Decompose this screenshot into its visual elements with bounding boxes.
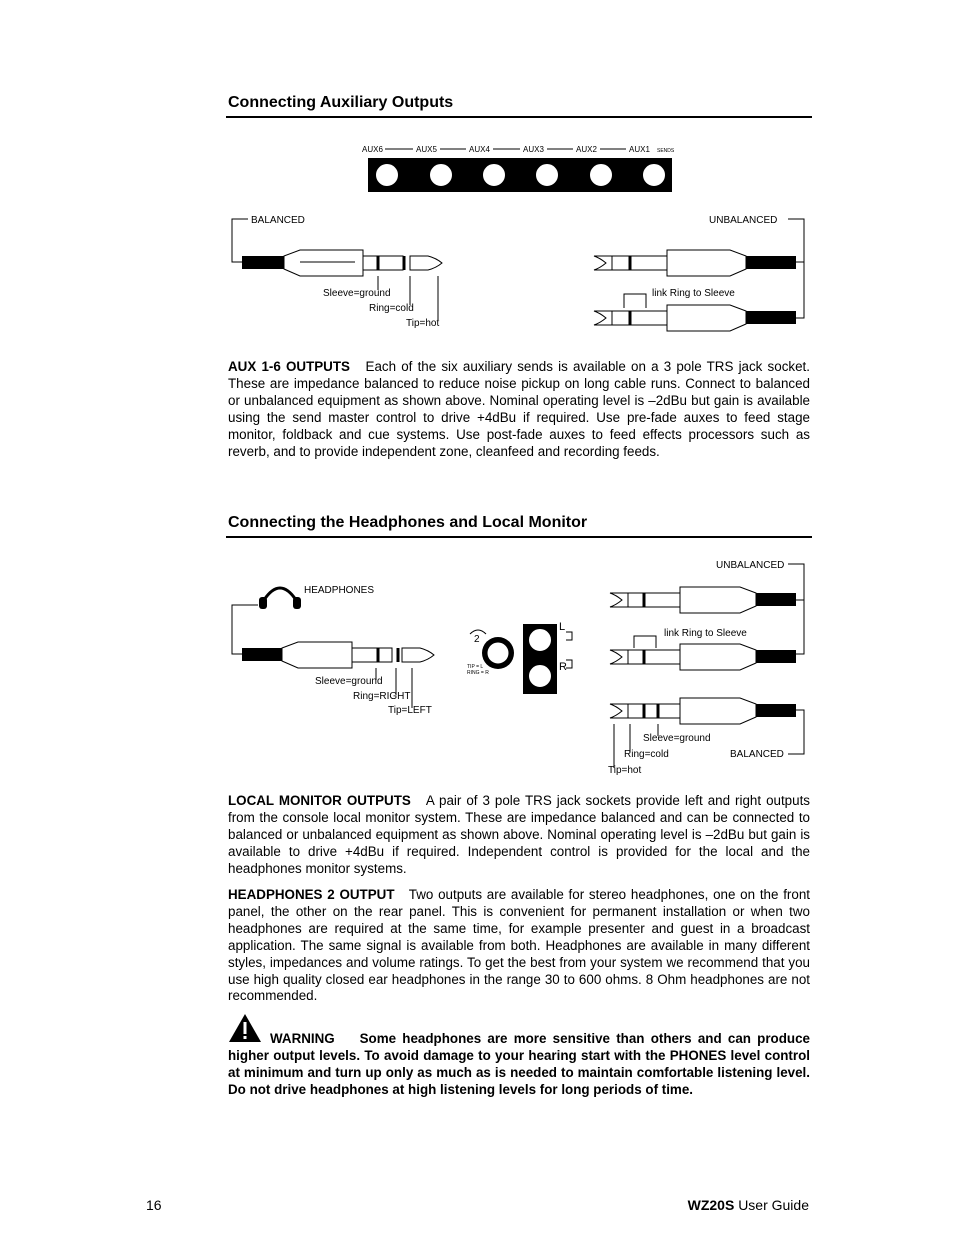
- unbalanced-plug-top: [610, 587, 796, 613]
- aux-socket-6: [375, 163, 399, 187]
- headphones-lead: HEADPHONES 2 OUTPUT: [228, 887, 395, 902]
- aux-socket-1: [642, 163, 666, 187]
- aux-socket-strip: [368, 158, 672, 192]
- ring-cold-label: Ring=cold: [624, 749, 669, 760]
- footer-guide: User Guide: [738, 1197, 809, 1213]
- local-monitor-lead: LOCAL MONITOR OUTPUTS: [228, 793, 411, 808]
- aux-para-text: Each of the six auxiliary sends is available on a 3 pole TRS jack socket. These are impedance balanced to reduce noise pickup on long cable runs. Connect to balanced or unbalanced equipment as shown above. Nominal operating level is –2dBu but gain is available using the send master control to drive +4dBu if required. Use pre-fade auxes to feed stage monitor, foldback and cue systems. Use post-fade auxes to feed effects processors such as reverb, and to provide independent zone, cleanfeed and recording feeds.: [228, 359, 810, 459]
- warning-lead: WARNING: [270, 1031, 335, 1046]
- headphones-label: HEADPHONES: [304, 585, 375, 596]
- unbalanced-plug-middle: [610, 644, 796, 670]
- warning-text: Some headphones are more sensitive than others and can produce higher output levels. To avoid damage to your hearing start with the PHONES level control at minimum and turn up only as much as is needed to maintain comfortable listening level. Do not drive headphones at high listening levels for long periods of time.: [228, 1031, 810, 1097]
- unbalanced-plug-bottom: [594, 305, 796, 331]
- tip-l-label: TIP = L: [467, 664, 484, 670]
- unbalanced-label: UNBALANCED: [716, 560, 785, 571]
- balanced-plug-bottom: [610, 698, 796, 724]
- aux-socket-3: [535, 163, 559, 187]
- unbalanced-plug-top: [594, 250, 796, 276]
- unbalanced-label: UNBALANCED: [709, 215, 778, 226]
- ring-right-label: Ring=RIGHT: [353, 691, 411, 702]
- section-heading-aux: Connecting Auxiliary Outputs: [228, 94, 454, 111]
- ring-r-label: RING = R: [467, 670, 489, 676]
- monitor-sockets: [523, 621, 572, 694]
- tip-left-label: Tip=LEFT: [388, 705, 432, 716]
- link-ring-sleeve-label: link Ring to Sleeve: [652, 288, 735, 299]
- aux-paragraph: [228, 359, 810, 460]
- headphones-paragraph: [228, 887, 810, 1005]
- local-monitor-text: A pair of 3 pole TRS jack sockets provide left and right outputs from the console local monitor system. These are impedance balanced and can be connected to balanced or unbalanced equipment as shown above. Nominal operating level is –2dBu but gain is available to drive +4dBu if required. Independent control is provided for the local and the headphones monitor systems.: [228, 793, 810, 876]
- heading-rule: [226, 536, 812, 538]
- aux-socket-4: [482, 163, 506, 187]
- section-heading-headphones: Connecting the Headphones and Local Monitor: [228, 514, 588, 531]
- aux-socket-5: [429, 163, 453, 187]
- headphones-icon: [259, 588, 301, 609]
- aux-label-2: AUX2: [576, 145, 597, 154]
- aux-label-6: AUX6: [362, 145, 383, 154]
- sleeve-ground-label: Sleeve=ground: [643, 733, 711, 744]
- cable: [242, 256, 284, 269]
- aux-label-4: AUX4: [469, 145, 490, 154]
- aux-label-3: AUX3: [523, 145, 544, 154]
- aux-label-1: AUX1: [629, 145, 650, 154]
- phones-socket: [467, 630, 514, 676]
- headphones-connection-diagram: [0, 550, 954, 780]
- link-ring-sleeve-label: link Ring to Sleeve: [664, 628, 747, 639]
- local-monitor-paragraph: [228, 793, 810, 878]
- footer-product: WZ20S: [687, 1197, 735, 1213]
- sleeve-ground-label: Sleeve=ground: [315, 676, 383, 687]
- aux-para-lead: AUX 1-6 OUTPUTS: [228, 359, 350, 374]
- page-number: 16: [146, 1197, 162, 1213]
- sends-label: SENDS: [657, 148, 675, 154]
- aux-socket-2: [589, 163, 613, 187]
- r-label: R: [559, 661, 567, 673]
- plug-body: [284, 250, 363, 276]
- aux-label-5: AUX5: [416, 145, 437, 154]
- sleeve-ground-label: Sleeve=ground: [323, 288, 391, 299]
- footer-title: [688, 1197, 809, 1213]
- tip-hot-label: Tip=hot: [406, 318, 440, 329]
- balanced-label: BALANCED: [251, 215, 305, 226]
- tip-hot-label: Tip=hot: [608, 765, 642, 776]
- balanced-label: BALANCED: [730, 749, 784, 760]
- headphones-text: Two outputs are available for stereo headphones, one on the front panel, the other on the rear panel. This is convenient for permanent installation or when two headphones are required at the same time, for example presenter and guest in a broadcast application. The same signal is available from both. Headphones are available in many different styles, impedances and volume ratings. To get the best from your system we recommend that you use high quality closed ear headphones in the range 30 to 600 ohms. 8 Ohm headphones are not recommended.: [228, 887, 810, 1004]
- aux-connection-diagram: [0, 0, 954, 340]
- l-label: L: [559, 621, 566, 633]
- warning-paragraph: [228, 1031, 810, 1099]
- phones-number: 2: [474, 634, 480, 645]
- ring-cold-label: Ring=cold: [369, 303, 414, 314]
